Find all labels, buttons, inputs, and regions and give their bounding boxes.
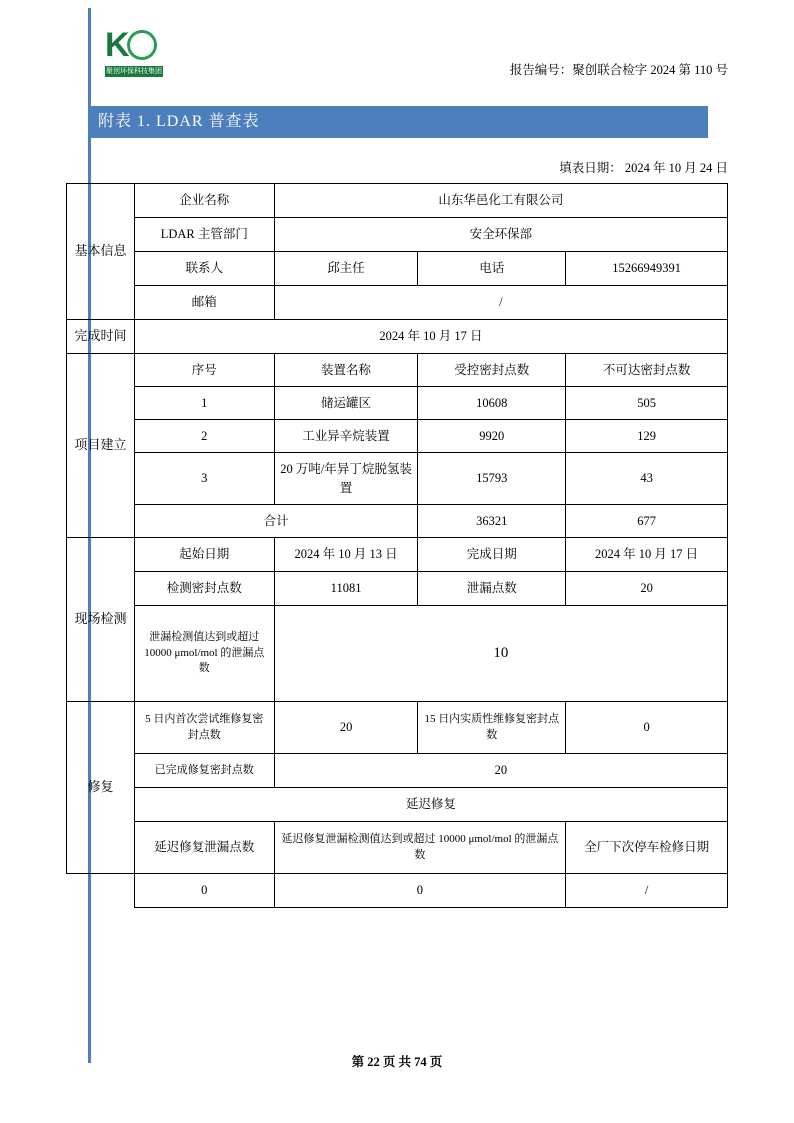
column-header-next-shutdown-date: 全厂下次停车检修日期	[566, 822, 728, 874]
cell-device-name: 储运罐区	[274, 387, 418, 420]
field-label-leak-points: 泄漏点数	[418, 572, 566, 606]
cell-controlled-points: 15793	[418, 453, 566, 505]
field-value-completed-repair: 20	[274, 754, 727, 788]
field-value-start-date: 2024 年 10 月 13 日	[274, 538, 418, 572]
cell-total-controlled-points: 36321	[418, 505, 566, 538]
cell-controlled-points: 9920	[418, 420, 566, 453]
table-row	[67, 420, 728, 453]
subsection-title-delay-repair: 延迟修复	[134, 788, 727, 822]
field-label-detected-points: 检测密封点数	[134, 572, 274, 606]
table-row	[67, 754, 728, 788]
table-row	[67, 572, 728, 606]
field-label-threshold-leak-points: 泄漏检测值达到或超过 10000 μmol/mol 的泄漏点数	[134, 606, 274, 702]
cell-total-label: 合计	[134, 505, 418, 538]
field-label-email: 邮箱	[134, 286, 274, 320]
company-logo	[105, 26, 165, 78]
field-value-end-date: 2024 年 10 月 17 日	[566, 538, 728, 572]
table-row	[67, 286, 728, 320]
page-header	[0, 0, 794, 96]
spacer-cell	[67, 874, 135, 908]
cell-index: 3	[134, 453, 274, 505]
cell-index: 1	[134, 387, 274, 420]
field-label-company-name: 企业名称	[134, 184, 274, 218]
table-row	[67, 538, 728, 572]
field-value-company-name: 山东华邑化工有限公司	[274, 184, 727, 218]
section-label-project-build: 项目建立	[67, 354, 135, 538]
table-row	[67, 453, 728, 505]
cell-controlled-points: 10608	[418, 387, 566, 420]
ldar-survey-table	[66, 183, 728, 908]
field-value-ldar-department: 安全环保部	[274, 218, 727, 252]
column-header-delay-threshold-points: 延迟修复泄漏检测值达到或超过 10000 μmol/mol 的泄漏点数	[274, 822, 565, 874]
field-value-complete-time: 2024 年 10 月 17 日	[134, 320, 727, 354]
field-value-threshold-leak-points: 10	[274, 606, 727, 702]
column-header-delay-leak-points: 延迟修复泄漏点数	[134, 822, 274, 874]
table-row	[67, 505, 728, 538]
column-header-unreachable-points: 不可达密封点数	[566, 354, 728, 387]
logo-letter: K	[105, 26, 130, 64]
field-value-email: /	[274, 286, 727, 320]
table-row	[67, 788, 728, 822]
column-header-device-name: 装置名称	[274, 354, 418, 387]
field-value-substantial-repair: 0	[566, 702, 728, 754]
table-row	[67, 218, 728, 252]
fill-date: 填表日期： 2024 年 10 月 24 日	[559, 161, 728, 175]
cell-device-name: 20 万吨/年异丁烷脱氢装置	[274, 453, 418, 505]
field-value-leak-points: 20	[566, 572, 728, 606]
table-row	[67, 702, 728, 754]
cell-next-shutdown-date: /	[566, 874, 728, 908]
report-number: 报告编号：聚创联合检字 2024 第 110 号	[509, 63, 728, 77]
section-label-repair: 修复	[67, 702, 135, 874]
field-value-contact: 邱主任	[274, 252, 418, 286]
table-row	[67, 606, 728, 702]
cell-unreachable-points: 129	[566, 420, 728, 453]
section-label-site-detection: 现场检测	[67, 538, 135, 702]
field-label-first-try-repair: 5 日内首次尝试维修复密封点数	[134, 702, 274, 754]
page-footer	[0, 1052, 794, 1070]
field-label-ldar-department: LDAR 主管部门	[134, 218, 274, 252]
cell-delay-leak-points: 0	[134, 874, 274, 908]
field-value-phone: 15266949391	[566, 252, 728, 286]
logo-wordmark: 聚创环保科技集团	[106, 67, 162, 75]
field-label-completed-repair: 已完成修复密封点数	[134, 754, 274, 788]
table-row	[67, 184, 728, 218]
table-row	[67, 874, 728, 908]
cell-total-unreachable-points: 677	[566, 505, 728, 538]
logo-circle-icon	[127, 30, 157, 60]
field-label-phone: 电话	[418, 252, 566, 286]
cell-unreachable-points: 43	[566, 453, 728, 505]
cell-index: 2	[134, 420, 274, 453]
table-row	[67, 822, 728, 874]
cell-delay-threshold-points: 0	[274, 874, 565, 908]
table-row	[67, 354, 728, 387]
column-header-controlled-points: 受控密封点数	[418, 354, 566, 387]
field-value-first-try-repair: 20	[274, 702, 418, 754]
table-row	[67, 252, 728, 286]
field-label-end-date: 完成日期	[418, 538, 566, 572]
table-row	[67, 387, 728, 420]
cell-unreachable-points: 505	[566, 387, 728, 420]
cell-device-name: 工业异辛烷装置	[274, 420, 418, 453]
section-label-complete-time: 完成时间	[67, 320, 135, 354]
table-row	[67, 320, 728, 354]
page-number: 第 22 页 共 74 页	[351, 1055, 443, 1069]
section-label-basic-info: 基本信息	[67, 184, 135, 320]
field-value-detected-points: 11081	[274, 572, 418, 606]
field-label-substantial-repair: 15 日内实质性维修复密封点数	[418, 702, 566, 754]
page-title: 附表 1. LDAR 普查表	[88, 106, 708, 138]
field-label-start-date: 起始日期	[134, 538, 274, 572]
field-label-contact: 联系人	[134, 252, 274, 286]
column-header-index: 序号	[134, 354, 274, 387]
